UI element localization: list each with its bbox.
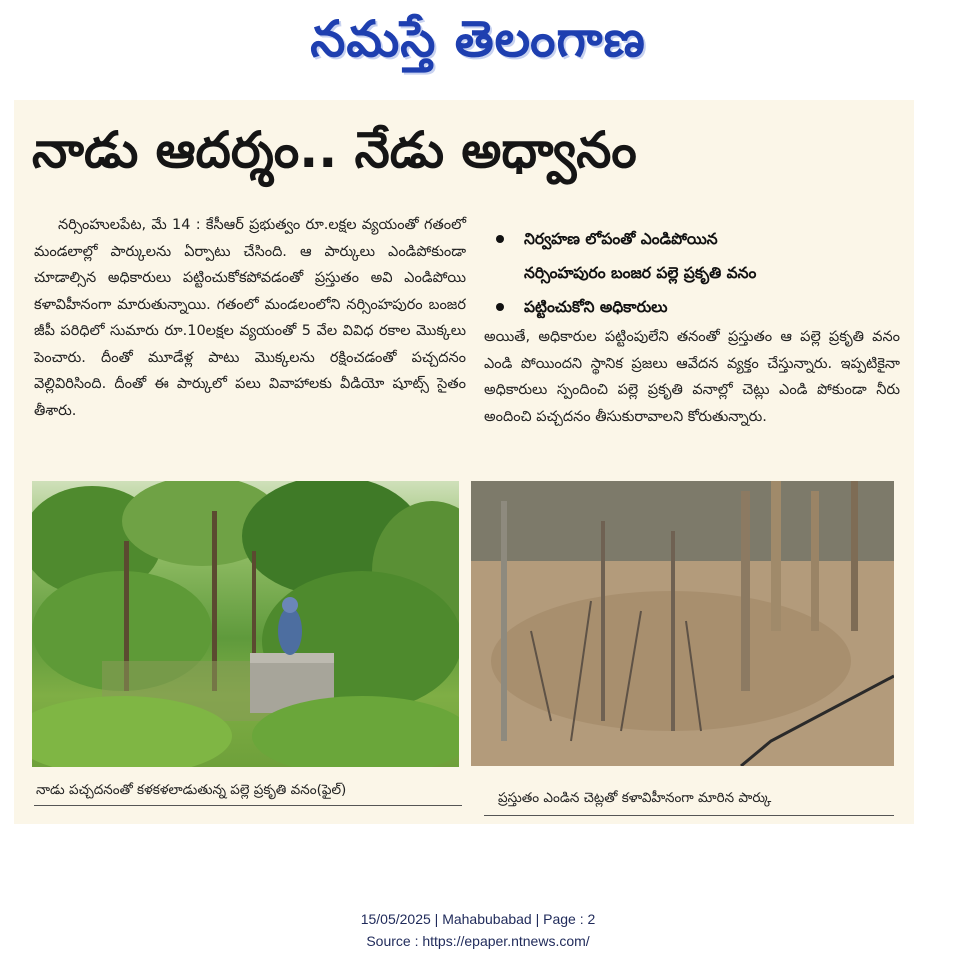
page-footer — [0, 908, 956, 952]
green-park-illustration — [32, 481, 459, 767]
dried-park-photo — [471, 481, 894, 766]
article-body-right — [484, 324, 900, 464]
bullet-dot-icon — [496, 235, 504, 243]
highlight-bullets — [492, 222, 902, 322]
dried-park-illustration — [471, 481, 894, 766]
green-park-photo — [32, 481, 459, 767]
left-photo-caption: నాడు పచ్చదనంతో కళకళలాడుతున్న పల్లె ప్రకృతి వనం(ఫైల్) — [36, 782, 347, 798]
bullet-item — [492, 222, 902, 256]
bullet-text: నిర్వహణ లోపంతో ఎండిపోయిన — [524, 230, 718, 248]
newspaper-logo: నమస్తే తెలంగాణ — [310, 10, 646, 68]
bullet-dot-icon — [496, 303, 504, 311]
bullet-text: పట్టించుకోని అధికారులు — [524, 298, 668, 316]
source-link[interactable]: Source : https://epaper.ntnews.com/ — [366, 933, 590, 949]
bullet-item-continued — [492, 256, 902, 290]
bullet-text: నర్సింహపురం బంజర పల్లె ప్రకృతి వనం — [524, 264, 757, 282]
article-body-left — [34, 212, 466, 466]
article-headline: నాడు ఆదర్శం.. నేడు అధ్వానం — [32, 121, 637, 179]
body-left-text: నర్సింహులపేట, మే 14 : కేసీఆర్ ప్రభుత్వం రూ.లక్షల వ్యయంతో గతంలో మండలాల్లో పార్కులను ఏర్పాటు చేసింది. ఆ పార్కులు ఎండిపోకుండా చూడాల్సిన అధికారులు పట్టించుకోకపోవడంతో ప్రస్తుతం అవి ఎండిపోయి కళావిహీనంగా మారుతున్నాయి. గతంలో మండలంలోని నర్సింహపురం బంజర జీపీ పరిధిలో సుమారు రూ.10లక్షల వ్యయంతో 5 వేల వివిధ రకాల మొక్కలు పెంచారు. దీంతో మూడేళ్ల పాటు మొక్కలను రక్షించడంతో పచ్చదనం వెల్లివిరిసింది. దీంతో ఈ పార్కులో పలు వివాహాలకు వీడియో షూట్స్ సైతం తీశారు. — [34, 217, 466, 419]
bullet-item — [492, 290, 902, 324]
caption-divider — [34, 805, 462, 806]
news-clipping — [14, 100, 914, 824]
right-photo-caption: ప్రస్తుతం ఎండిన చెట్లతో కళావిహీనంగా మారిన పార్కు — [498, 790, 772, 806]
masthead — [0, 6, 956, 76]
edition-info: 15/05/2025 | Mahabubabad | Page : 2 — [360, 911, 596, 927]
caption-divider — [484, 815, 894, 816]
body-right-text: అయితే, అధికారుల పట్టింపులేని తనంతో ప్రస్తుతం ఆ పల్లె ప్రకృతి వనం ఎండి పోయిందని స్థానిక ప్రజలు ఆవేదన వ్యక్తం చేస్తున్నారు. ఇప్పటికైనా అధికారులు స్పందించి పల్లె ప్రకృతి వనాల్లో చెట్లు ఎండి పోకుండా నీరు అందించి పచ్చదనం తీసుకురావాలని కోరుతున్నారు. — [484, 329, 900, 425]
